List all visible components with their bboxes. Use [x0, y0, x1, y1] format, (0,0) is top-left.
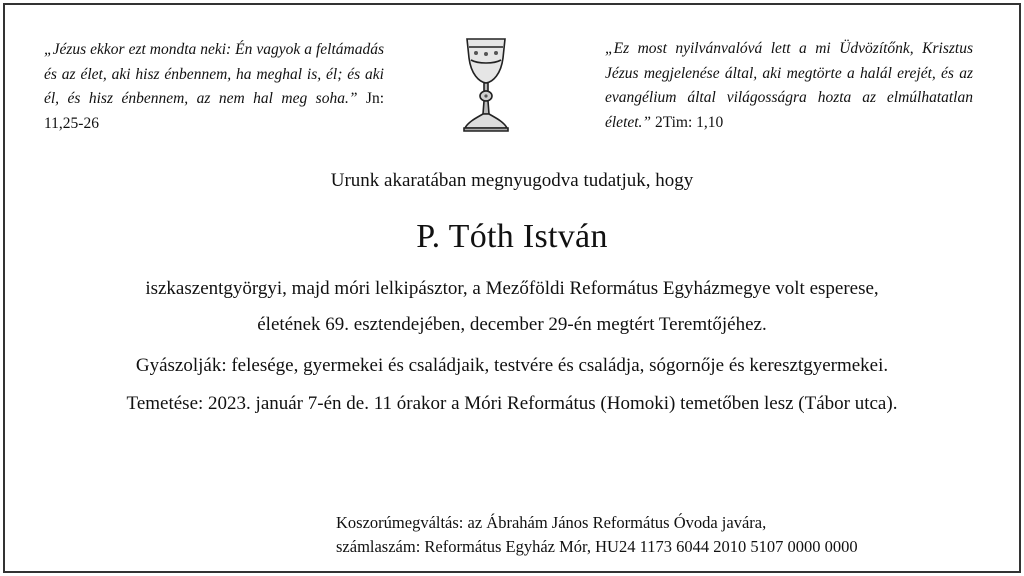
quote-right-text: „Ez most nyilvánvalóvá lett a mi Üdvözítőnk, Krisztus Jézus megjelenése által, aki megtörte a halál erejét, és az evangélium által világosságra hozta az elmúlhatatlan életet.”	[605, 40, 973, 131]
donation-info	[336, 511, 858, 559]
death-line: életének 69. esztendejében, december 29-én megtért Teremtőjéhez.	[257, 314, 767, 335]
bible-quote-right	[605, 37, 973, 135]
bible-quote-left	[44, 38, 384, 136]
position-line: iszkaszentgyörgyi, majd móri lelkipásztor, a Mezőföldi Református Egyházmegye volt esperese,	[145, 278, 879, 299]
quote-left-reference: Jn: 11,25-26	[44, 90, 384, 132]
quote-right-reference: 2Tim: 1,10	[654, 113, 724, 131]
intro-text: Urunk akaratában megnyugodva tudatjuk, hogy	[330, 170, 694, 191]
mourners-line: Gyászolják: felesége, gyermekei és családjaik, testvére és családja, sógornője és keresztgyermekei.	[135, 355, 889, 376]
wreath-redemption-text: Koszorúmegváltás: az Ábrahám János Református Óvoda javára,	[336, 513, 767, 532]
chalice-icon	[462, 36, 510, 134]
quote-left-text: „Jézus ekkor ezt mondta neki: Én vagyok a feltámadás és az élet, aki hisz énbennem, ha meghal is, él; és aki él, és hisz énbennem, az nem hal meg soha.”	[44, 41, 384, 107]
funeral-line: Temetése: 2023. január 7-én de. 11 órakor a Móri Református (Homoki) temetőben lesz (Tábor utca).	[126, 393, 898, 414]
deceased-name: P. Tóth István	[416, 218, 608, 255]
bank-account-text: számlaszám: Református Egyház Mór, HU24 1173 6044 2010 5107 0000 0000	[336, 537, 858, 556]
